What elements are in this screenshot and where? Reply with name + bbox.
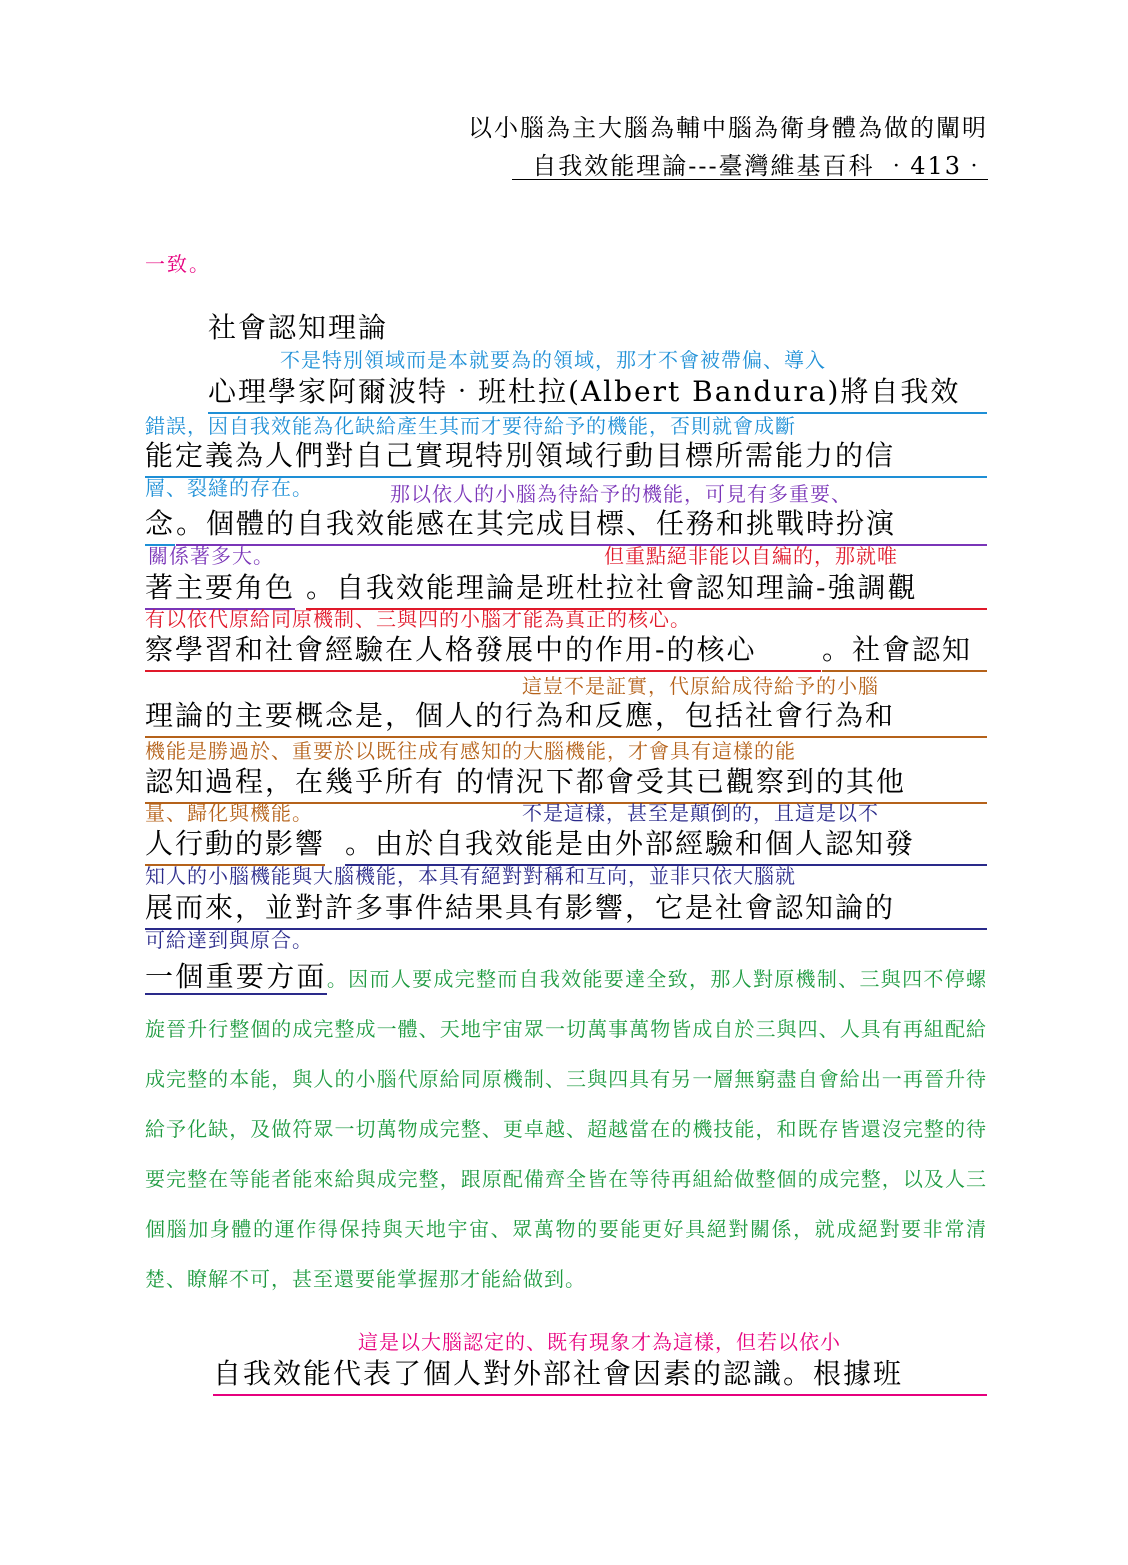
annotation-6: 這豈不是証實，代原給成待給予的小腦 (522, 674, 879, 698)
annotation-final: 這是以大腦認定的、既有現象才為這樣，但若以依小 (358, 1330, 841, 1354)
body-line-3a: 念 (145, 502, 175, 546)
body-line-5a: 察學習和社會經驗在人格發展中的作用-的核心 (145, 628, 821, 672)
annotation-4b: 但重點絕非能以自編的，那就唯 (604, 544, 898, 568)
paragraph-lead: 一個重要方面 (145, 960, 327, 993)
section-title: 社會認知理論 (208, 311, 389, 344)
body-line-7: 認知過程，在幾乎所有 的情況下都會受其已觀察到的其他 (145, 760, 987, 804)
body-line-8b: 。由於自我效能是由外部經驗和個人認知發 (345, 822, 987, 866)
annotation-9: 知人的小腦機能與大腦機能，本具有絕對對稱和互向，並非只依大腦就 (145, 864, 796, 888)
header-title: 以小腦為主大腦為輔中腦為衛身體為做的闡明 (468, 114, 988, 142)
annotation-2: 錯誤，因自我效能為化缺給產生其而才要待給予的機能，否則就會成斷 (145, 414, 796, 438)
annotation-7: 機能是勝過於、重要於以既往成有感知的大腦機能，才會具有這樣的能 (145, 739, 796, 763)
body-line-4a: 著主要角色 (145, 566, 295, 610)
annotation-3a: 層、裂縫的存在。 (145, 476, 313, 500)
annotation-8b: 不是這樣，甚至是顛倒的，且這是以不 (522, 801, 879, 825)
body-line-9: 展而來，並對許多事件結果具有影響，它是社會認知論的 (145, 886, 987, 930)
annotation-1: 不是特別領域而是本就要為的領域，那才不會被帶偏、導入 (280, 348, 826, 372)
top-note: 一致。 (145, 252, 211, 276)
paragraph-body: 。因而人要成完整而自我效能要達全致，那人對原機制、三與四不停螺旋晉升行整個的成完整成一體、天地宇宙眾一切萬事萬物皆成自於三與四、人具有再組配給成完整的本能，與人的小腦代原給同原機制、三與四具有另一層無窮盡自會給出一再晉升待給予化缺，及做符眾一切萬物成完整、更卓越、超越當在的機技能，和既存皆還沒完整的待要完整在等能者能來給與成完整，跟原配備齊全皆在等待再組給做整個的成完整，以及人三個腦加身體的運作得保持與天地宇宙、眾萬物的要能更好具絕對關係，就成絕對要非常清楚、瞭解不可，甚至還要能掌握那才能給做到。 (145, 967, 987, 1291)
body-line-4b: 。自我效能理論是班杜拉社會認知理論-強調觀 (306, 566, 987, 610)
annotation-5: 有以依代原給同原機制、三與四的小腦才能為真正的核心。 (145, 607, 691, 631)
green-paragraph (145, 952, 987, 1304)
header-rule (512, 179, 988, 180)
body-line-8a: 人行動的影響 (145, 822, 325, 866)
body-line-5b: 。社會認知 (822, 628, 987, 672)
annotation-4a: 關係著多大。 (148, 544, 274, 568)
header-subtitle: 自我效能理論---臺灣維基百科 ‧413‧ (532, 152, 988, 180)
body-line-final: 自我效能代表了個人對外部社會因素的認識。根據班 (213, 1352, 987, 1396)
annotation-10: 可給達到與原合。 (145, 928, 313, 952)
body-line-1: 心理學家阿爾波特‧班杜拉(Albert Bandura)將自我效 (208, 370, 987, 414)
body-line-3b: 。個體的自我效能感在其完成目標、任務和挑戰時扮演 (176, 502, 987, 546)
body-line-6: 理論的主要概念是，個人的行為和反應，包括社會行為和 (145, 694, 987, 738)
body-line-2: 能定義為人們對自己實現特別領域行動目標所需能力的信 (145, 434, 987, 478)
annotation-3b: 那以依人的小腦為待給予的機能，可見有多重要、 (390, 482, 852, 506)
annotation-8a: 量、歸化與機能。 (145, 801, 313, 825)
